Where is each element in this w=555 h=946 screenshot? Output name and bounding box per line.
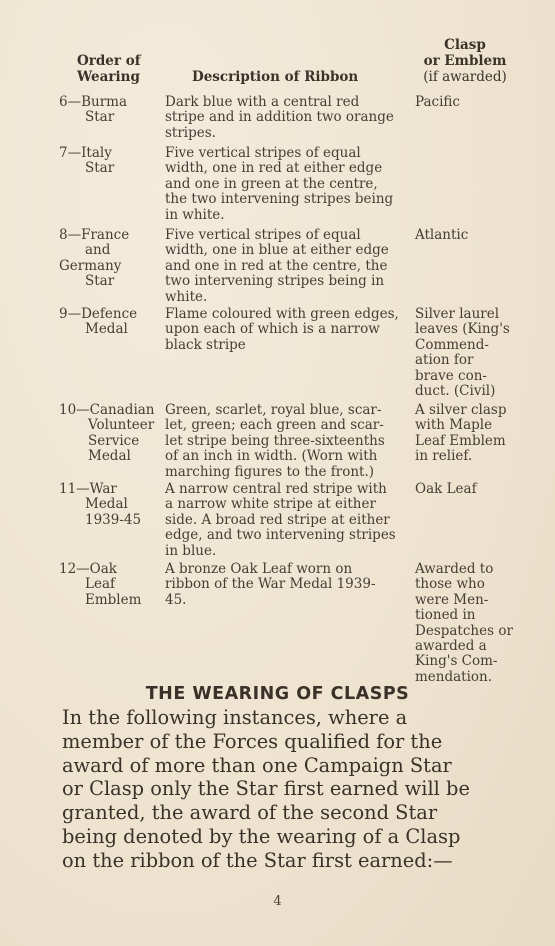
header-order-line1: Order of bbox=[77, 53, 141, 69]
description-cell bbox=[165, 146, 405, 223]
clasp-line: Atlantic bbox=[415, 227, 469, 243]
description-cell bbox=[165, 228, 405, 305]
clasp-cell bbox=[415, 482, 525, 497]
paragraph-line: on the ribbon of the Star first earned:— bbox=[62, 848, 453, 872]
order-cell bbox=[59, 562, 164, 608]
order-text: 10—Canadian bbox=[59, 402, 155, 418]
description-line: white. bbox=[165, 288, 208, 305]
order-text: 12—Oak bbox=[59, 561, 117, 577]
header-clasp-line2: or Emblem bbox=[423, 53, 507, 69]
clasps-paragraph bbox=[62, 706, 522, 873]
clasp-line: duct. (Civil) bbox=[415, 383, 496, 400]
clasp-line: brave con- bbox=[415, 367, 487, 384]
description-line: in blue. bbox=[165, 542, 217, 559]
clasp-line: Awarded to bbox=[415, 561, 494, 577]
description-line: Flame coloured with green edges, bbox=[165, 306, 399, 322]
order-cell bbox=[59, 482, 164, 528]
order-cell bbox=[59, 307, 164, 338]
clasp-cell bbox=[415, 403, 525, 465]
description-line: two intervening stripes being in bbox=[165, 273, 385, 290]
page-number: 4 bbox=[273, 894, 282, 909]
order-text: Star bbox=[85, 273, 115, 290]
description-line: a narrow white stripe at either bbox=[165, 496, 376, 513]
clasp-line: Oak Leaf bbox=[415, 481, 477, 497]
order-text: Leaf bbox=[85, 576, 115, 593]
paragraph-line: granted, the award of the second Star bbox=[62, 801, 438, 825]
description-line: and one in green at the centre, bbox=[165, 175, 378, 192]
order-text: 6—Burma bbox=[59, 94, 128, 110]
description-line: side. A broad red stripe at either bbox=[165, 511, 390, 528]
description-line: edge, and two intervening stripes bbox=[165, 527, 396, 544]
order-text: Medal bbox=[88, 448, 131, 465]
description-cell bbox=[165, 482, 405, 559]
description-line: width, one in red at either edge bbox=[165, 160, 383, 177]
header-clasp-line3: (if awarded) bbox=[423, 69, 507, 85]
description-line: upon each of which is a narrow bbox=[165, 321, 380, 338]
order-cell bbox=[59, 403, 164, 465]
description-line: Green, scarlet, royal blue, scar- bbox=[165, 402, 382, 418]
description-line: of an inch in width. (Worn with bbox=[165, 448, 378, 465]
paragraph-line: In the following instances, where a bbox=[62, 706, 408, 729]
paragraph-line: member of the Forces qualified for the bbox=[62, 729, 443, 753]
order-text: 7—Italy bbox=[59, 145, 112, 161]
order-cell bbox=[59, 95, 164, 126]
order-text: and bbox=[85, 242, 111, 259]
header-order-line2: Wearing bbox=[77, 69, 140, 85]
order-cell bbox=[59, 146, 164, 177]
description-line: Five vertical stripes of equal bbox=[165, 145, 361, 161]
clasp-line: mendation. bbox=[415, 668, 493, 685]
description-line: Dark blue with a central red bbox=[165, 94, 360, 110]
clasp-line: in relief. bbox=[415, 448, 473, 465]
clasp-line: Pacific bbox=[415, 94, 460, 110]
description-line: stripes. bbox=[165, 124, 216, 141]
order-text: Service bbox=[88, 432, 140, 449]
clasp-line: A silver clasp bbox=[415, 402, 507, 418]
header-clasp-or-emblem bbox=[415, 37, 515, 85]
description-line: ribbon of the War Medal 1939- bbox=[165, 576, 376, 593]
description-line: width, one in blue at either edge bbox=[165, 242, 389, 259]
order-text: 1939-45 bbox=[85, 511, 142, 528]
description-line: marching figures to the front.) bbox=[165, 463, 375, 480]
description-line: stripe and in addition two orange bbox=[165, 109, 394, 126]
description-line: Five vertical stripes of equal bbox=[165, 227, 361, 243]
clasp-line: Commend- bbox=[415, 336, 489, 353]
order-text: Volunteer bbox=[88, 417, 155, 434]
clasp-cell bbox=[415, 307, 525, 399]
order-text: Medal bbox=[85, 496, 128, 513]
clasp-cell bbox=[415, 228, 525, 243]
clasp-line: leaves (King's bbox=[415, 321, 510, 338]
paragraph-line: being denoted by the wearing of a Clasp bbox=[62, 824, 461, 848]
order-text: Star bbox=[85, 109, 115, 126]
clasp-line: Leaf Emblem bbox=[415, 432, 506, 449]
order-text: Star bbox=[85, 160, 115, 177]
order-text: 11—War bbox=[59, 481, 117, 497]
order-text: 9—Defence bbox=[59, 306, 138, 322]
description-line: and one in red at the centre, the bbox=[165, 257, 388, 274]
clasp-line: Silver laurel bbox=[415, 306, 500, 322]
description-line: 45. bbox=[165, 591, 187, 608]
section-title: THE WEARING OF CLASPS bbox=[145, 684, 410, 704]
clasp-line: tioned in bbox=[415, 607, 476, 624]
clasp-line: awarded a bbox=[415, 638, 487, 655]
clasp-line: were Men- bbox=[415, 591, 489, 608]
clasp-line: Despatches or bbox=[415, 622, 513, 639]
description-cell bbox=[165, 307, 405, 353]
header-description: Description of Ribbon bbox=[192, 69, 359, 85]
description-cell bbox=[165, 403, 405, 480]
description-line: let stripe being three-sixteenths bbox=[165, 432, 385, 449]
order-cell bbox=[59, 228, 164, 290]
description-line: black stripe bbox=[165, 336, 246, 353]
description-line: A narrow central red stripe with bbox=[165, 481, 387, 497]
header-order-of-wearing bbox=[77, 53, 141, 85]
clasp-cell bbox=[415, 562, 525, 685]
description-line: A bronze Oak Leaf worn on bbox=[165, 561, 353, 577]
clasp-line: those who bbox=[415, 576, 485, 593]
description-cell bbox=[165, 562, 405, 608]
clasp-line: King's Com- bbox=[415, 653, 498, 670]
paragraph-line: or Clasp only the Star first earned will be bbox=[62, 777, 470, 801]
description-line: the two intervening stripes being bbox=[165, 191, 394, 208]
order-text: Emblem bbox=[85, 591, 142, 608]
clasp-cell bbox=[415, 95, 525, 110]
header-clasp-line1: Clasp bbox=[444, 37, 486, 53]
description-cell bbox=[165, 95, 405, 141]
clasp-line: with Maple bbox=[415, 417, 493, 434]
paragraph-line: award of more than one Campaign Star bbox=[62, 753, 452, 777]
clasp-line: ation for bbox=[415, 352, 474, 369]
order-text: Germany bbox=[59, 257, 122, 274]
order-text: 8—France bbox=[59, 227, 130, 243]
order-text: Medal bbox=[85, 321, 128, 338]
description-line: let, green; each green and scar- bbox=[165, 417, 384, 434]
description-line: in white. bbox=[165, 206, 225, 223]
